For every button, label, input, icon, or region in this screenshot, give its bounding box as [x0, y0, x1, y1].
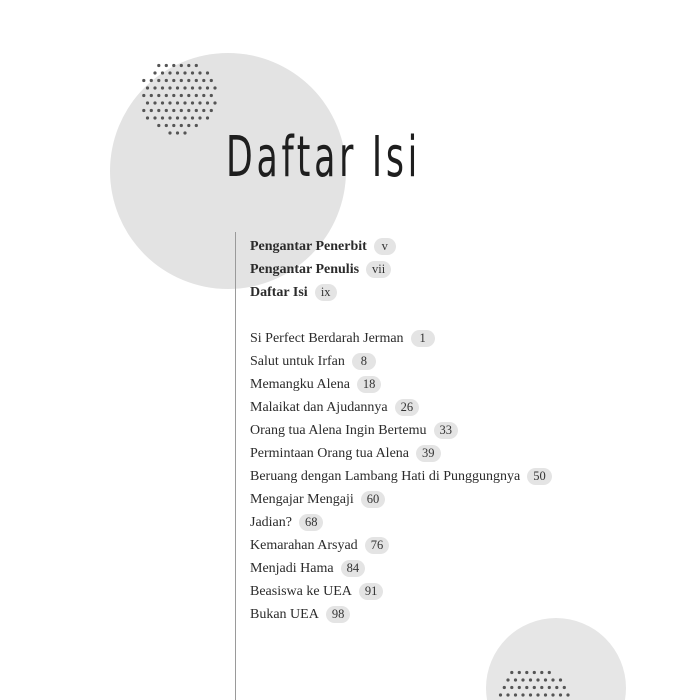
- dot: [563, 686, 566, 689]
- dot: [555, 686, 558, 689]
- dot: [521, 693, 524, 696]
- dot: [514, 693, 517, 696]
- dot: [195, 124, 198, 127]
- toc-entry: [250, 373, 552, 396]
- dot: [206, 71, 209, 74]
- dot: [559, 678, 562, 681]
- dot: [540, 671, 543, 674]
- dot: [157, 124, 160, 127]
- dot: [142, 109, 145, 112]
- dot: [172, 109, 175, 112]
- dot: [146, 116, 149, 119]
- page-number-badge: 76: [365, 537, 390, 554]
- dot: [551, 678, 554, 681]
- dot: [161, 101, 164, 104]
- page-number-badge: 98: [326, 606, 351, 623]
- dot: [142, 79, 145, 82]
- dot: [198, 86, 201, 89]
- dot: [514, 678, 517, 681]
- chapter-list: [250, 327, 552, 626]
- dot: [195, 79, 198, 82]
- page-number-badge: v: [374, 238, 396, 255]
- dot: [157, 64, 160, 67]
- dot: [183, 116, 186, 119]
- dot: [510, 671, 513, 674]
- dot: [195, 64, 198, 67]
- dot: [176, 86, 179, 89]
- toc-entry: [250, 557, 552, 580]
- toc-entry: [250, 419, 552, 442]
- dot: [150, 109, 153, 112]
- dot: [165, 79, 168, 82]
- dot: [187, 79, 190, 82]
- toc-entry: [250, 465, 552, 488]
- dot: [206, 86, 209, 89]
- dot: [165, 64, 168, 67]
- dot: [157, 79, 160, 82]
- dot: [210, 79, 213, 82]
- dot: [168, 101, 171, 104]
- entry-label: Salut untuk Irfan: [250, 353, 345, 369]
- dot: [533, 686, 536, 689]
- dot: [161, 71, 164, 74]
- dot: [172, 64, 175, 67]
- entry-label: Jadian?: [250, 514, 292, 530]
- entry-label: Orang tua Alena Ingin Bertemu: [250, 422, 427, 438]
- dot: [202, 79, 205, 82]
- dot: [153, 101, 156, 104]
- entry-label: Kemarahan Arsyad: [250, 537, 358, 553]
- entry-label: Pengantar Penulis: [250, 261, 360, 277]
- dot: [202, 94, 205, 97]
- entry-label: Menjadi Hama: [250, 560, 334, 576]
- front-matter-list: [250, 235, 396, 304]
- page-number-badge: vii: [366, 261, 391, 278]
- dot: [202, 109, 205, 112]
- dot: [533, 671, 536, 674]
- page-number-badge: 60: [361, 491, 386, 508]
- dot: [206, 101, 209, 104]
- dot: [506, 693, 509, 696]
- dot: [180, 109, 183, 112]
- dot: [157, 109, 160, 112]
- page-number-badge: 91: [359, 583, 384, 600]
- entry-label: Daftar Isi: [250, 284, 308, 300]
- dot: [525, 686, 528, 689]
- toc-entry: [250, 580, 552, 603]
- dot: [506, 678, 509, 681]
- dot: [187, 94, 190, 97]
- dot: [191, 116, 194, 119]
- toc-entry: [250, 350, 552, 373]
- dot: [176, 101, 179, 104]
- dot: [544, 678, 547, 681]
- dot: [161, 86, 164, 89]
- toc-entry: [250, 235, 396, 258]
- dot: [548, 686, 551, 689]
- dot: [176, 131, 179, 134]
- page-number-badge: 33: [434, 422, 459, 439]
- dot: [544, 693, 547, 696]
- page-number-badge: 68: [299, 514, 324, 531]
- dot: [529, 693, 532, 696]
- dot: [165, 109, 168, 112]
- page-number-badge: 18: [357, 376, 382, 393]
- dot: [521, 678, 524, 681]
- dot: [536, 678, 539, 681]
- toc-entry: [250, 281, 396, 304]
- toc-entry: [250, 396, 552, 419]
- dot: [165, 124, 168, 127]
- page-number-badge: 1: [411, 330, 435, 347]
- dot: [172, 124, 175, 127]
- dot-pattern-bottom: [488, 660, 578, 700]
- dot: [153, 86, 156, 89]
- dot: [503, 686, 506, 689]
- dot: [146, 101, 149, 104]
- toc-entry: [250, 258, 396, 281]
- dot: [168, 86, 171, 89]
- dot: [525, 671, 528, 674]
- dot: [191, 71, 194, 74]
- toc-entry: [250, 534, 552, 557]
- dot: [499, 693, 502, 696]
- dot: [180, 94, 183, 97]
- dot: [198, 71, 201, 74]
- entry-label: Beasiswa ke UEA: [250, 583, 352, 599]
- entry-label: Malaikat dan Ajudannya: [250, 399, 388, 415]
- dot: [150, 94, 153, 97]
- dot: [142, 94, 145, 97]
- entry-label: Beruang dengan Lambang Hati di Punggungnya: [250, 468, 521, 484]
- dot: [180, 124, 183, 127]
- dot: [168, 131, 171, 134]
- dot: [566, 693, 569, 696]
- dot: [518, 686, 521, 689]
- dot: [172, 94, 175, 97]
- toc-entry: [250, 488, 552, 511]
- dot: [536, 693, 539, 696]
- dot: [191, 101, 194, 104]
- toc-entry: [250, 442, 552, 465]
- dot: [187, 64, 190, 67]
- dot: [510, 686, 513, 689]
- page-number-badge: 26: [395, 399, 420, 416]
- vertical-divider: [235, 232, 236, 700]
- toc-entry: [250, 327, 552, 350]
- toc-entry: [250, 603, 552, 626]
- entry-label: Si Perfect Berdarah Jerman: [250, 330, 404, 346]
- dot: [165, 94, 168, 97]
- dot-pattern-top: [128, 56, 228, 141]
- dot: [176, 71, 179, 74]
- dot: [198, 101, 201, 104]
- dot: [172, 79, 175, 82]
- page-number-badge: 8: [352, 353, 376, 370]
- page-number-badge: 39: [416, 445, 441, 462]
- entry-label: Bukan UEA: [250, 606, 319, 622]
- dot: [183, 101, 186, 104]
- dot: [183, 131, 186, 134]
- dot: [559, 693, 562, 696]
- dot: [210, 109, 213, 112]
- dot: [529, 678, 532, 681]
- dot: [551, 693, 554, 696]
- dot: [187, 109, 190, 112]
- dot: [150, 79, 153, 82]
- dot: [176, 116, 179, 119]
- dot: [195, 109, 198, 112]
- dot: [157, 94, 160, 97]
- dot: [198, 116, 201, 119]
- dot: [210, 94, 213, 97]
- dot: [183, 71, 186, 74]
- dot: [180, 64, 183, 67]
- dot: [540, 686, 543, 689]
- dot: [195, 94, 198, 97]
- dot: [168, 116, 171, 119]
- page-number-badge: 84: [341, 560, 366, 577]
- dot: [548, 671, 551, 674]
- dot: [153, 71, 156, 74]
- page-title: Daftar Isi: [226, 125, 421, 190]
- dot: [183, 86, 186, 89]
- dot: [213, 101, 216, 104]
- toc-entry: [250, 511, 552, 534]
- page-number-badge: ix: [315, 284, 337, 301]
- dot: [146, 86, 149, 89]
- entry-label: Pengantar Penerbit: [250, 238, 367, 254]
- dot: [180, 79, 183, 82]
- dot: [206, 116, 209, 119]
- page-number-badge: 50: [527, 468, 552, 485]
- dot: [191, 86, 194, 89]
- entry-label: Mengajar Mengaji: [250, 491, 354, 507]
- dot: [168, 71, 171, 74]
- dot: [213, 86, 216, 89]
- dot: [187, 124, 190, 127]
- dot: [161, 116, 164, 119]
- entry-label: Permintaan Orang tua Alena: [250, 445, 410, 461]
- dot: [518, 671, 521, 674]
- entry-label: Memangku Alena: [250, 376, 350, 392]
- dot: [153, 116, 156, 119]
